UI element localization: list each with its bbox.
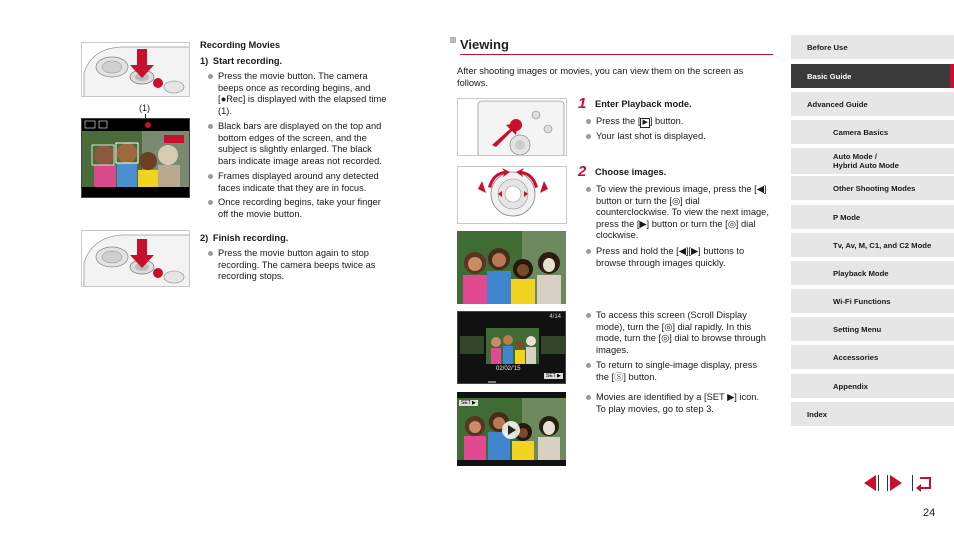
- step1-bullet-3: Frames displayed around any detected faces indicate that they are in focus.: [208, 171, 390, 194]
- sidebar-item-label: Wi-Fi Functions: [833, 297, 891, 306]
- camera-top-figure-1: [81, 42, 190, 97]
- scroll-counter: 4/14: [549, 314, 561, 320]
- scroll-display-screen: [457, 311, 566, 384]
- main-step1-title: Enter Playback mode.: [595, 99, 692, 109]
- step2-number: 2: [578, 163, 587, 180]
- scroll-set-badge: SET ▶: [546, 373, 561, 379]
- step1-title: 1) Start recording.: [200, 56, 283, 66]
- sidebar-item-label: Auto Mode /: [833, 152, 877, 161]
- step1-bullet-2: Black bars are displayed on the top and bottom edges of the screen, and the subject is slightly enlarged. The black bars indicate image areas not recorded.: [208, 121, 390, 167]
- return-icon[interactable]: [912, 473, 932, 493]
- sidebar-item-label: Advanced Guide: [807, 100, 868, 109]
- section-title: Viewing: [460, 37, 509, 52]
- page-number: 24: [923, 507, 936, 519]
- sidebar-item-basic-guide[interactable]: [791, 64, 954, 88]
- main-step1-bullet-1-pre: Press the [: [596, 116, 641, 126]
- prev-page-icon[interactable]: [860, 473, 880, 493]
- main-step2-bullet-4: To return to single-image display, press the [Ⓢ] button.: [586, 360, 771, 383]
- sidebar-item-appendix[interactable]: [791, 374, 954, 398]
- title-rule: [460, 54, 773, 55]
- sidebar-item-label: Playback Mode: [833, 269, 889, 278]
- scroll-set-badge-text: SET: [546, 373, 556, 379]
- sidebar-item-label: Basic Guide: [807, 72, 852, 81]
- main-step2-bullet-2: Press and hold the [◀][▶] buttons to browse through images quickly.: [586, 246, 771, 269]
- sidebar-item-p-mode[interactable]: [791, 205, 954, 229]
- sidebar-item-playback-mode[interactable]: [791, 261, 954, 285]
- main-step1-bullet-2: Your last shot is displayed.: [586, 131, 771, 143]
- sidebar-item-label: Tv, Av, M, C1, and C2 Mode: [833, 241, 932, 250]
- playback-icon: ▶: [642, 119, 648, 126]
- step1-number: 1: [578, 95, 587, 112]
- sidebar-item-camera-basics[interactable]: [791, 120, 954, 144]
- sidebar-item-before-use[interactable]: [791, 35, 954, 59]
- main-step2-bullet-5: Movies are identified by a [SET ▶] icon. To play movies, go to step 3.: [586, 392, 771, 415]
- movie-set-badge-text: SET: [461, 400, 471, 406]
- main-step1-bullet-1: [586, 116, 771, 128]
- sidebar-item-label: Accessories: [833, 353, 879, 362]
- sidebar-item-other-shooting-modes[interactable]: [791, 176, 954, 200]
- sidebar-item-label: Index: [807, 410, 828, 419]
- sidebar-item-label: Camera Basics: [833, 128, 889, 137]
- step2-title: 2) Finish recording.: [200, 233, 289, 243]
- sidebar-item-auto-mode[interactable]: [791, 148, 954, 174]
- sidebar-item-label: Setting Menu: [833, 325, 882, 334]
- step2-bullet-1: Press the movie button again to stop recording. The camera beeps twice as recording stops.: [208, 248, 390, 283]
- recording-movies-heading: Recording Movies: [200, 40, 281, 50]
- movie-set-badge: SET ▶: [461, 400, 476, 406]
- sidebar-item-accessories[interactable]: [791, 345, 954, 369]
- callout-label: (1): [139, 103, 150, 113]
- step1-bullet-1: Press the movie button. The camera beeps once as recording begins, and [●Rec] is displayed with the elapsed time (1).: [208, 71, 390, 117]
- title-marker: [450, 37, 456, 43]
- sidebar-item-label-line2: Hybrid Auto Mode: [833, 161, 899, 170]
- sidebar-item-label: Before Use: [807, 43, 848, 52]
- sidebar-item-label: Other Shooting Modes: [833, 184, 916, 193]
- sidebar-item-tv-av-m-c1-and-c2-mode[interactable]: [791, 233, 954, 257]
- step1-bullet-4: Once recording begins, take your finger off the movie button.: [208, 197, 390, 220]
- main-step2-bullet-3: To access this screen (Scroll Display mode), turn the [◎] dial rapidly. In this mode, turn the [◎] dial to browse through images.: [586, 310, 771, 356]
- main-step2-bullet-1: To view the previous image, press the [◀] button or turn the [◎] dial counterclockwise. To view the next image, press the [▶] button or turn the [◎] dial clockwise.: [586, 184, 771, 242]
- scroll-date: 02/02/'15: [496, 366, 521, 372]
- intro-text: After shooting images or movies, you can view them on the screen as follows.: [457, 66, 744, 88]
- sidebar-item-label: P Mode: [833, 213, 861, 222]
- sidebar-item-advanced-guide[interactable]: [791, 92, 954, 116]
- movie-playback-photo: [457, 392, 566, 466]
- single-image-photo: [457, 231, 566, 304]
- next-page-icon[interactable]: [886, 473, 906, 493]
- main-step2-title: Choose images.: [595, 167, 667, 177]
- sidebar-item-index[interactable]: [791, 402, 954, 426]
- playback-button-figure: [457, 98, 567, 156]
- main-step1-bullet-1-post: ] button.: [649, 116, 684, 126]
- sidebar-item-label: Appendix: [833, 382, 869, 391]
- recording-screen-figure: [81, 118, 190, 198]
- sidebar-item-setting-menu[interactable]: [791, 317, 954, 341]
- control-dial-figure: [457, 166, 567, 224]
- camera-top-figure-2: [81, 230, 190, 287]
- sidebar-item-wi-fi-functions[interactable]: [791, 289, 954, 313]
